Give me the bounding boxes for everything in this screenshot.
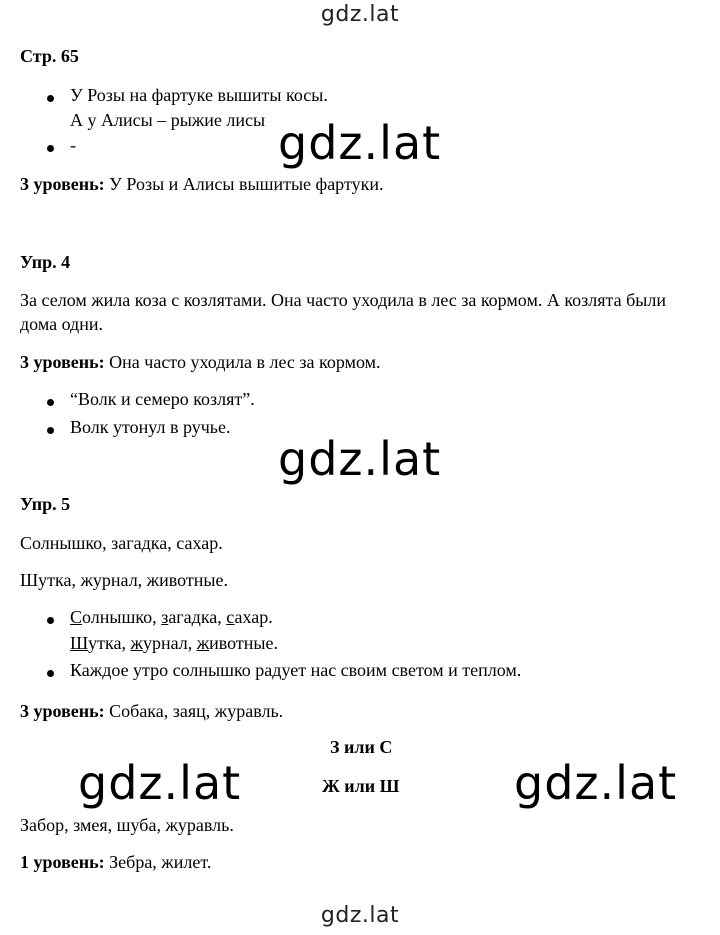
list-item-continuation	[70, 633, 278, 654]
bullet-dot	[47, 617, 54, 624]
level-line	[20, 174, 383, 195]
word-rest: олнышко,	[82, 607, 162, 627]
level-label: 3 уровень:	[20, 701, 105, 721]
word-rest: ахар.	[234, 607, 273, 627]
text-line: Шутка, журнал, животные.	[20, 570, 228, 590]
watermark-left: gdz.lat	[78, 756, 242, 810]
list-item: Каждое утро солнышко радует нас своим светом и теплом.	[70, 660, 522, 680]
level-text: Она часто уходила в лес за кормом.	[104, 352, 381, 372]
subheading-zh-or-sh: Ж или Ш	[322, 776, 400, 796]
watermark-center-2: gdz.lat	[278, 432, 442, 486]
level-text: У Розы и Алисы вышитые фартуки.	[104, 174, 384, 194]
bullet-dot	[47, 399, 54, 406]
underlined-letter: с	[226, 607, 235, 627]
level-text: Зебра, жилет.	[104, 852, 212, 872]
exercise-heading: Упр. 4	[20, 252, 71, 272]
bullet-dot	[47, 670, 54, 677]
word-rest: ивотные.	[209, 633, 278, 653]
bullet-dot	[47, 145, 54, 152]
paragraph-line: За селом жила коза с козлятами. Она часто уходила в лес за кормом. А козлята были	[20, 290, 666, 310]
watermark-bottom: gdz.lat	[320, 903, 400, 928]
underlined-letter: з	[161, 607, 169, 627]
word-rest: урнал,	[142, 633, 197, 653]
exercise-heading: Упр. 5	[20, 494, 71, 514]
subheading-z-or-s: З или С	[330, 737, 393, 757]
level-line	[20, 352, 381, 373]
level-line	[20, 701, 283, 722]
bullet-dot	[47, 427, 54, 434]
level-label: 1 уровень:	[20, 852, 105, 872]
text-line: Солнышко, загадка, сахар.	[20, 533, 223, 553]
level-label: 3 уровень:	[20, 352, 105, 372]
bullet-dot	[47, 95, 54, 102]
level-text: Собака, заяц, журавль.	[104, 701, 284, 721]
watermark-center-1: gdz.lat	[278, 116, 442, 170]
underlined-letter: Ш	[70, 633, 89, 653]
watermark-top: gdz.lat	[320, 2, 400, 27]
list-item: “Волк и семеро козлят”.	[70, 389, 255, 409]
underlined-letter: ж	[196, 633, 210, 653]
list-item: Волк утонул в ручье.	[70, 417, 231, 437]
level-line	[20, 852, 211, 873]
paragraph-line: дома одни.	[20, 314, 103, 334]
underlined-letter: С	[70, 607, 83, 627]
underlined-letter: ж	[130, 633, 143, 653]
watermark-right: gdz.lat	[514, 756, 678, 810]
text-line: Забор, змея, шуба, журавль.	[20, 815, 234, 835]
word-rest: утка,	[88, 633, 131, 653]
list-item	[70, 607, 273, 628]
list-item: -	[70, 135, 76, 155]
list-item-continuation: А у Алисы – рыжие лисы	[70, 110, 266, 130]
word-rest: агадка,	[168, 607, 227, 627]
list-item: У Розы на фартуке вышиты косы.	[70, 85, 328, 105]
level-label: 3 уровень:	[20, 174, 105, 194]
page-heading: Стр. 65	[20, 46, 79, 66]
